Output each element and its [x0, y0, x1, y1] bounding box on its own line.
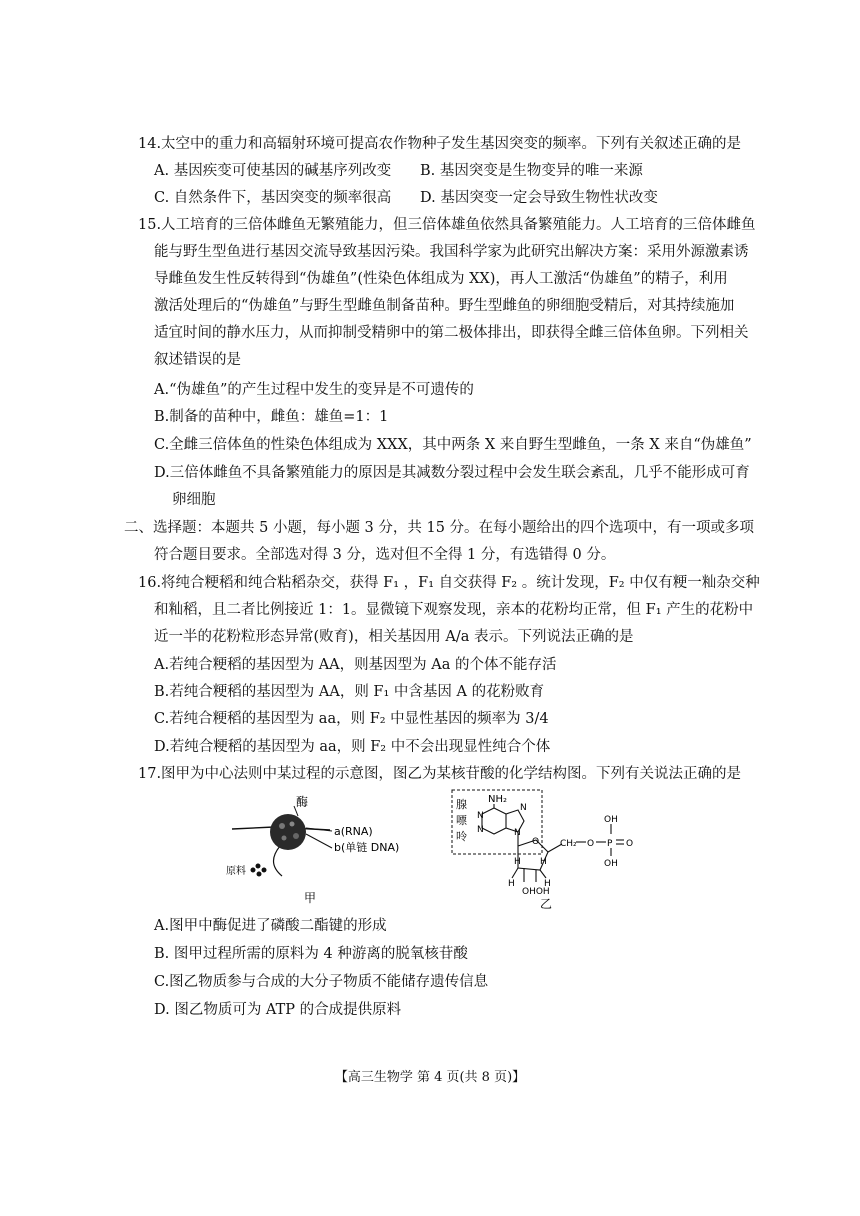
q15-stem-line-1: 15.人工培育的三倍体雌鱼无繁殖能力，但三倍体雄鱼依然具备繁殖能力。人工培育的三倍体雌鱼	[138, 217, 756, 233]
b-pointer	[306, 834, 332, 848]
section-2-heading-line-2: 符合题目要求。全部选对得 3 分，选对但不全得 1 分，有选错得 0 分。	[154, 547, 616, 563]
material-dot	[251, 868, 256, 873]
q16-stem-line-3: 近一半的花粉粒形态异常(败育)，相关基因用 A/a 表示。下列说法正确的是	[154, 629, 634, 645]
n-atom: N	[477, 811, 484, 821]
n-atom: N	[520, 803, 527, 813]
section-2-heading-line-1: 二、选择题：本题共 5 小题，每小题 3 分，共 15 分。在每小题给出的四个选项中，有一项或多项	[124, 520, 755, 536]
q15-option-d-line-1: D.三倍体雌鱼不具备繁殖能力的原因是其减数分裂过程中会发生联会紊乱，几乎不能形成可育	[154, 465, 750, 481]
q15-option-c: C.全雌三倍体鱼的性染色体组成为 XXX，其中两条 X 来自野生型雌鱼，一条 X 来自“伪雄鱼”	[154, 437, 752, 453]
material-label: 原料	[226, 866, 246, 877]
base-label-char-3: 呤	[456, 830, 467, 843]
q14-stem: 14.太空中的重力和高辐射环境可提高农作物种子发生基因突变的频率。下列有关叙述正确的是	[138, 136, 742, 152]
q17-option-a: A.图甲中酶促进了磷酸二酯键的形成	[154, 918, 387, 934]
q14-option-a: A. 基因疾变可使基因的碱基序列改变	[154, 163, 392, 179]
q15-option-a: A.“伪雄鱼”的产生过程中发生的变异是不可遗传的	[154, 382, 474, 398]
ring-oxygen: O	[532, 837, 540, 847]
material-dot	[257, 872, 262, 877]
figure-jia	[222, 790, 412, 910]
enzyme-sphere	[270, 814, 306, 850]
h-atom: H	[508, 879, 515, 889]
q14-option-c: C. 自然条件下，基因突变的频率很高	[154, 190, 392, 206]
q16-stem-line-1: 16.将纯合粳稻和纯合粘稻杂交，获得 F₁ ，F₁ 自交获得 F₂ 。统计发现，F₂ 中仅有粳一籼杂交种	[138, 575, 760, 591]
h-atom: H	[540, 857, 547, 867]
n-atom: N	[514, 828, 521, 838]
q17-option-c: C.图乙物质参与合成的大分子物质不能储存遗传信息	[154, 974, 489, 990]
label-b-dna: b(单链 DNA)	[334, 841, 400, 854]
q16-option-c: C.若纯合粳稻的基因型为 aa，则 F₂ 中显性基因的频率为 3/4	[154, 711, 549, 727]
product-strand-curve	[274, 846, 283, 876]
q16-option-d: D.若纯合粳稻的基因型为 aa，则 F₂ 中不会出现显性纯合个体	[154, 739, 551, 755]
q14-option-b: B. 基因突变是生物变异的唯一来源	[420, 163, 643, 179]
figure-yi	[448, 786, 648, 912]
q16-option-b: B.若纯合粳稻的基因型为 AA，则 F₁ 中含基因 A 的花粉败育	[154, 684, 545, 700]
q17-stem: 17.图甲为中心法则中某过程的示意图，图乙为某核苷酸的化学结构图。下列有关说法正确的是	[138, 766, 742, 782]
phosphorus-atom: P	[607, 839, 613, 849]
ohoh-label: OHOH	[522, 887, 550, 897]
figure-jia-caption: 甲	[304, 891, 317, 905]
q15-stem-line-3: 导雌鱼发生性反转得到“伪雄鱼”(性染色体组成为 XX)，再人工激活“伪雄鱼”的精子，利用	[154, 271, 728, 287]
q14-option-d: D. 基因突变一定会导致生物性状改变	[420, 190, 658, 206]
material-dot	[262, 868, 267, 873]
n-atom: N	[477, 825, 484, 835]
ester-oxygen: O	[587, 839, 595, 849]
q15-stem-line-5: 适宜时间的静水压力，从而抑制受精卵中的第二极体排出，即获得全雌三倍体鱼卵。下列相关	[154, 325, 749, 341]
enzyme-label: 酶	[296, 795, 309, 809]
h-atom: H	[514, 857, 521, 867]
q15-option-b: B.制备的苗种中，雌鱼：雄鱼=1：1	[154, 409, 389, 425]
label-a-rna: a(RNA)	[334, 825, 373, 838]
q15-stem-line-2: 能与野生型鱼进行基因交流导致基因污染。我国科学家为此研究出解决方案：采用外源激素诱	[154, 244, 749, 260]
q17-option-b: B. 图甲过程所需的原料为 4 种游离的脱氧核苷酸	[154, 946, 468, 962]
oh-bottom: OH	[604, 859, 618, 869]
q15-option-d-line-2: 卵细胞	[172, 492, 216, 508]
ch2-label: CH₂	[560, 839, 577, 849]
material-dot	[256, 864, 261, 869]
q16-option-a: A.若纯合粳稻的基因型为 AA，则基因型为 Aa 的个体不能存活	[154, 657, 557, 673]
nh2-label: NH₂	[488, 794, 508, 805]
page-footer: 【高三生物学 第 4 页(共 8 页)】	[334, 1070, 526, 1085]
q16-stem-line-2: 和籼稻，且二者比例接近 1：1。显微镜下观察发现，亲本的花粉均正常，但 F₁ 产生的花粉中	[154, 602, 754, 618]
adenine-rings	[482, 804, 524, 846]
q15-stem-line-4: 激活处理后的“伪雄鱼”与野生型雌鱼制备苗种。野生型雌鱼的卵细胞受精后，对其持续施加	[154, 298, 735, 314]
ribose-ring	[512, 824, 624, 882]
base-label-char-1: 腺	[456, 798, 467, 811]
oh-top: OH	[604, 815, 618, 825]
h-atom: H	[544, 879, 551, 889]
double-bond-oxygen: O	[626, 839, 634, 849]
q17-option-d: D. 图乙物质可为 ATP 的合成提供原料	[154, 1002, 402, 1018]
q15-stem-line-6: 叙述错误的是	[154, 352, 241, 368]
figure-yi-caption: 乙	[540, 897, 553, 911]
base-label-char-2: 嘌	[456, 814, 467, 827]
